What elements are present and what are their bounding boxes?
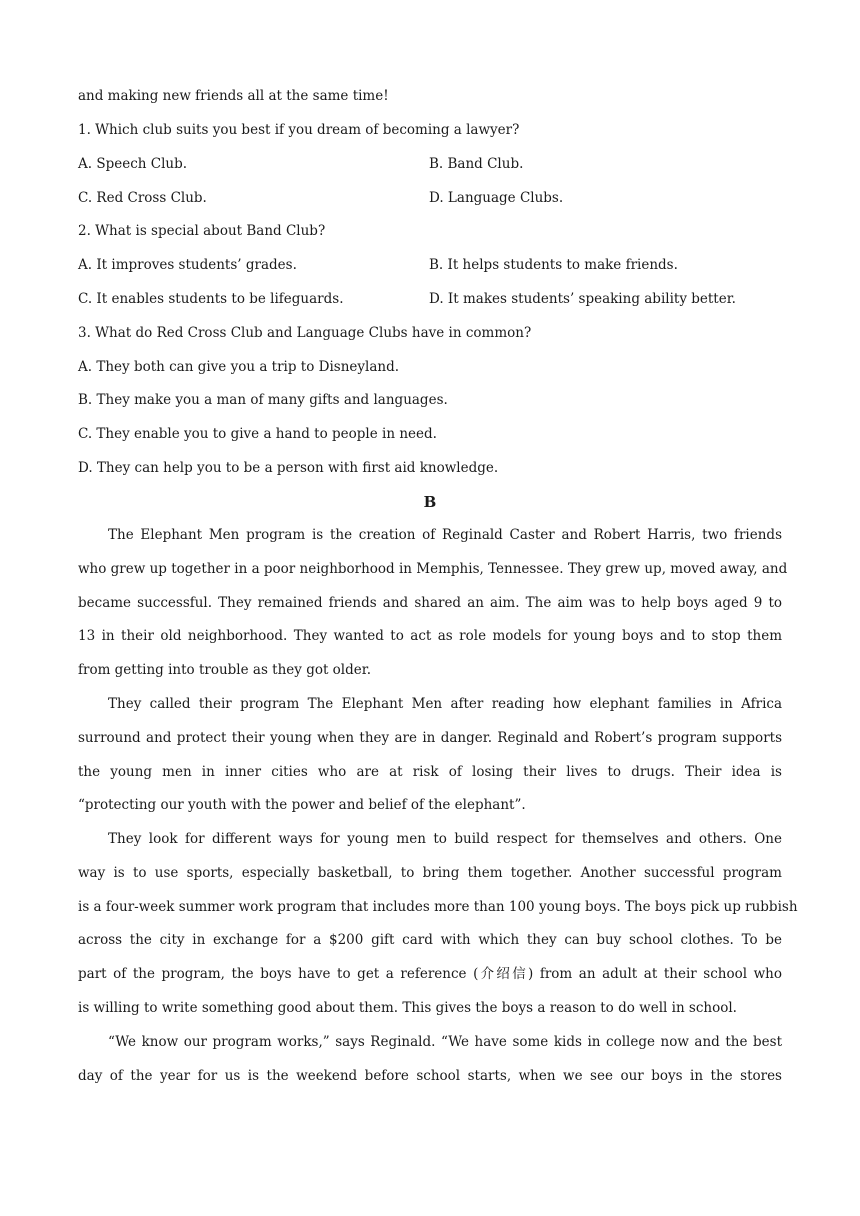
passage-paragraph-3 bbox=[78, 823, 798, 1026]
question-1-option-b: B. Band Club. bbox=[429, 156, 524, 172]
question-1-option-d: D. Language Clubs. bbox=[429, 190, 564, 206]
passage-paragraph-4 bbox=[78, 1026, 782, 1094]
paragraph-line: across the city in exchange for a $200 gift card with which they can buy school clothes. To be bbox=[78, 932, 782, 949]
paragraph-line: the young men in inner cities who are at risk of losing their lives to drugs. Their idea is bbox=[78, 763, 782, 780]
question-3-option-b: B. They make you a man of many gifts and languages. bbox=[78, 392, 448, 408]
paragraph-line: They called their program The Elephant Men after reading how elephant families in Africa bbox=[108, 696, 782, 712]
question-1-option-a: A. Speech Club. bbox=[78, 156, 188, 172]
passage-paragraph-2 bbox=[78, 688, 782, 823]
paragraph-line: surround and protect their young when they are in danger. Reginald and Robert’s program supports bbox=[78, 729, 782, 746]
question-3-option-c: C. They enable you to give a hand to people in need. bbox=[78, 426, 437, 442]
paragraph-line: is a four-week summer work program that includes more than 100 young boys. The boys pick up rubbish bbox=[78, 898, 798, 915]
paragraph-line: “protecting our youth with the power and belief of the elephant”. bbox=[78, 797, 526, 814]
question-3-stem: 3. What do Red Cross Club and Language Clubs have in common? bbox=[78, 325, 532, 341]
question-3-option-a: A. They both can give you a trip to Disneyland. bbox=[78, 359, 400, 375]
question-2-option-b: B. It helps students to make friends. bbox=[429, 257, 678, 273]
paragraph-line: They look for different ways for young men to build respect for themselves and others. One bbox=[108, 831, 782, 847]
paragraph-line: from getting into trouble as they got older. bbox=[78, 662, 372, 679]
question-2-option-a: A. It improves students’ grades. bbox=[78, 257, 297, 273]
paragraph-line: The Elephant Men program is the creation of Reginald Caster and Robert Harris, two friends bbox=[108, 527, 782, 543]
section-b-heading: B bbox=[423, 493, 437, 511]
question-1-stem: 1. Which club suits you best if you dream of becoming a lawyer? bbox=[78, 122, 520, 138]
question-3-option-d: D. They can help you to be a person with first aid knowledge. bbox=[78, 460, 499, 476]
paragraph-line: day of the year for us is the weekend before school starts, when we see our boys in the stores bbox=[78, 1067, 782, 1084]
intro-tail-text: and making new friends all at the same time! bbox=[78, 88, 389, 104]
question-1-option-c: C. Red Cross Club. bbox=[78, 190, 207, 206]
paragraph-line: “We know our program works,” says Reginald. “We have some kids in college now and the best bbox=[108, 1034, 782, 1050]
paragraph-line: who grew up together in a poor neighborhood in Memphis, Tennessee. They grew up, moved away, and bbox=[78, 560, 788, 577]
paragraph-line: is willing to write something good about them. This gives the boys a reason to do well in school. bbox=[78, 999, 737, 1016]
paragraph-line: part of the program, the boys have to get a reference (介绍信) from an adult at their school who bbox=[78, 966, 782, 983]
question-2-stem: 2. What is special about Band Club? bbox=[78, 223, 326, 239]
passage-paragraph-1 bbox=[78, 519, 788, 688]
paragraph-line: way is to use sports, especially basketball, to bring them together. Another successful program bbox=[78, 864, 782, 881]
question-2-option-c: C. It enables students to be lifeguards. bbox=[78, 291, 344, 307]
paragraph-line: 13 in their old neighborhood. They wanted to act as role models for young boys and to stop them bbox=[78, 628, 782, 645]
paragraph-line: became successful. They remained friends and shared an aim. The aim was to help boys aged 9 to bbox=[78, 594, 782, 611]
question-2-option-d: D. It makes students’ speaking ability better. bbox=[429, 291, 736, 307]
